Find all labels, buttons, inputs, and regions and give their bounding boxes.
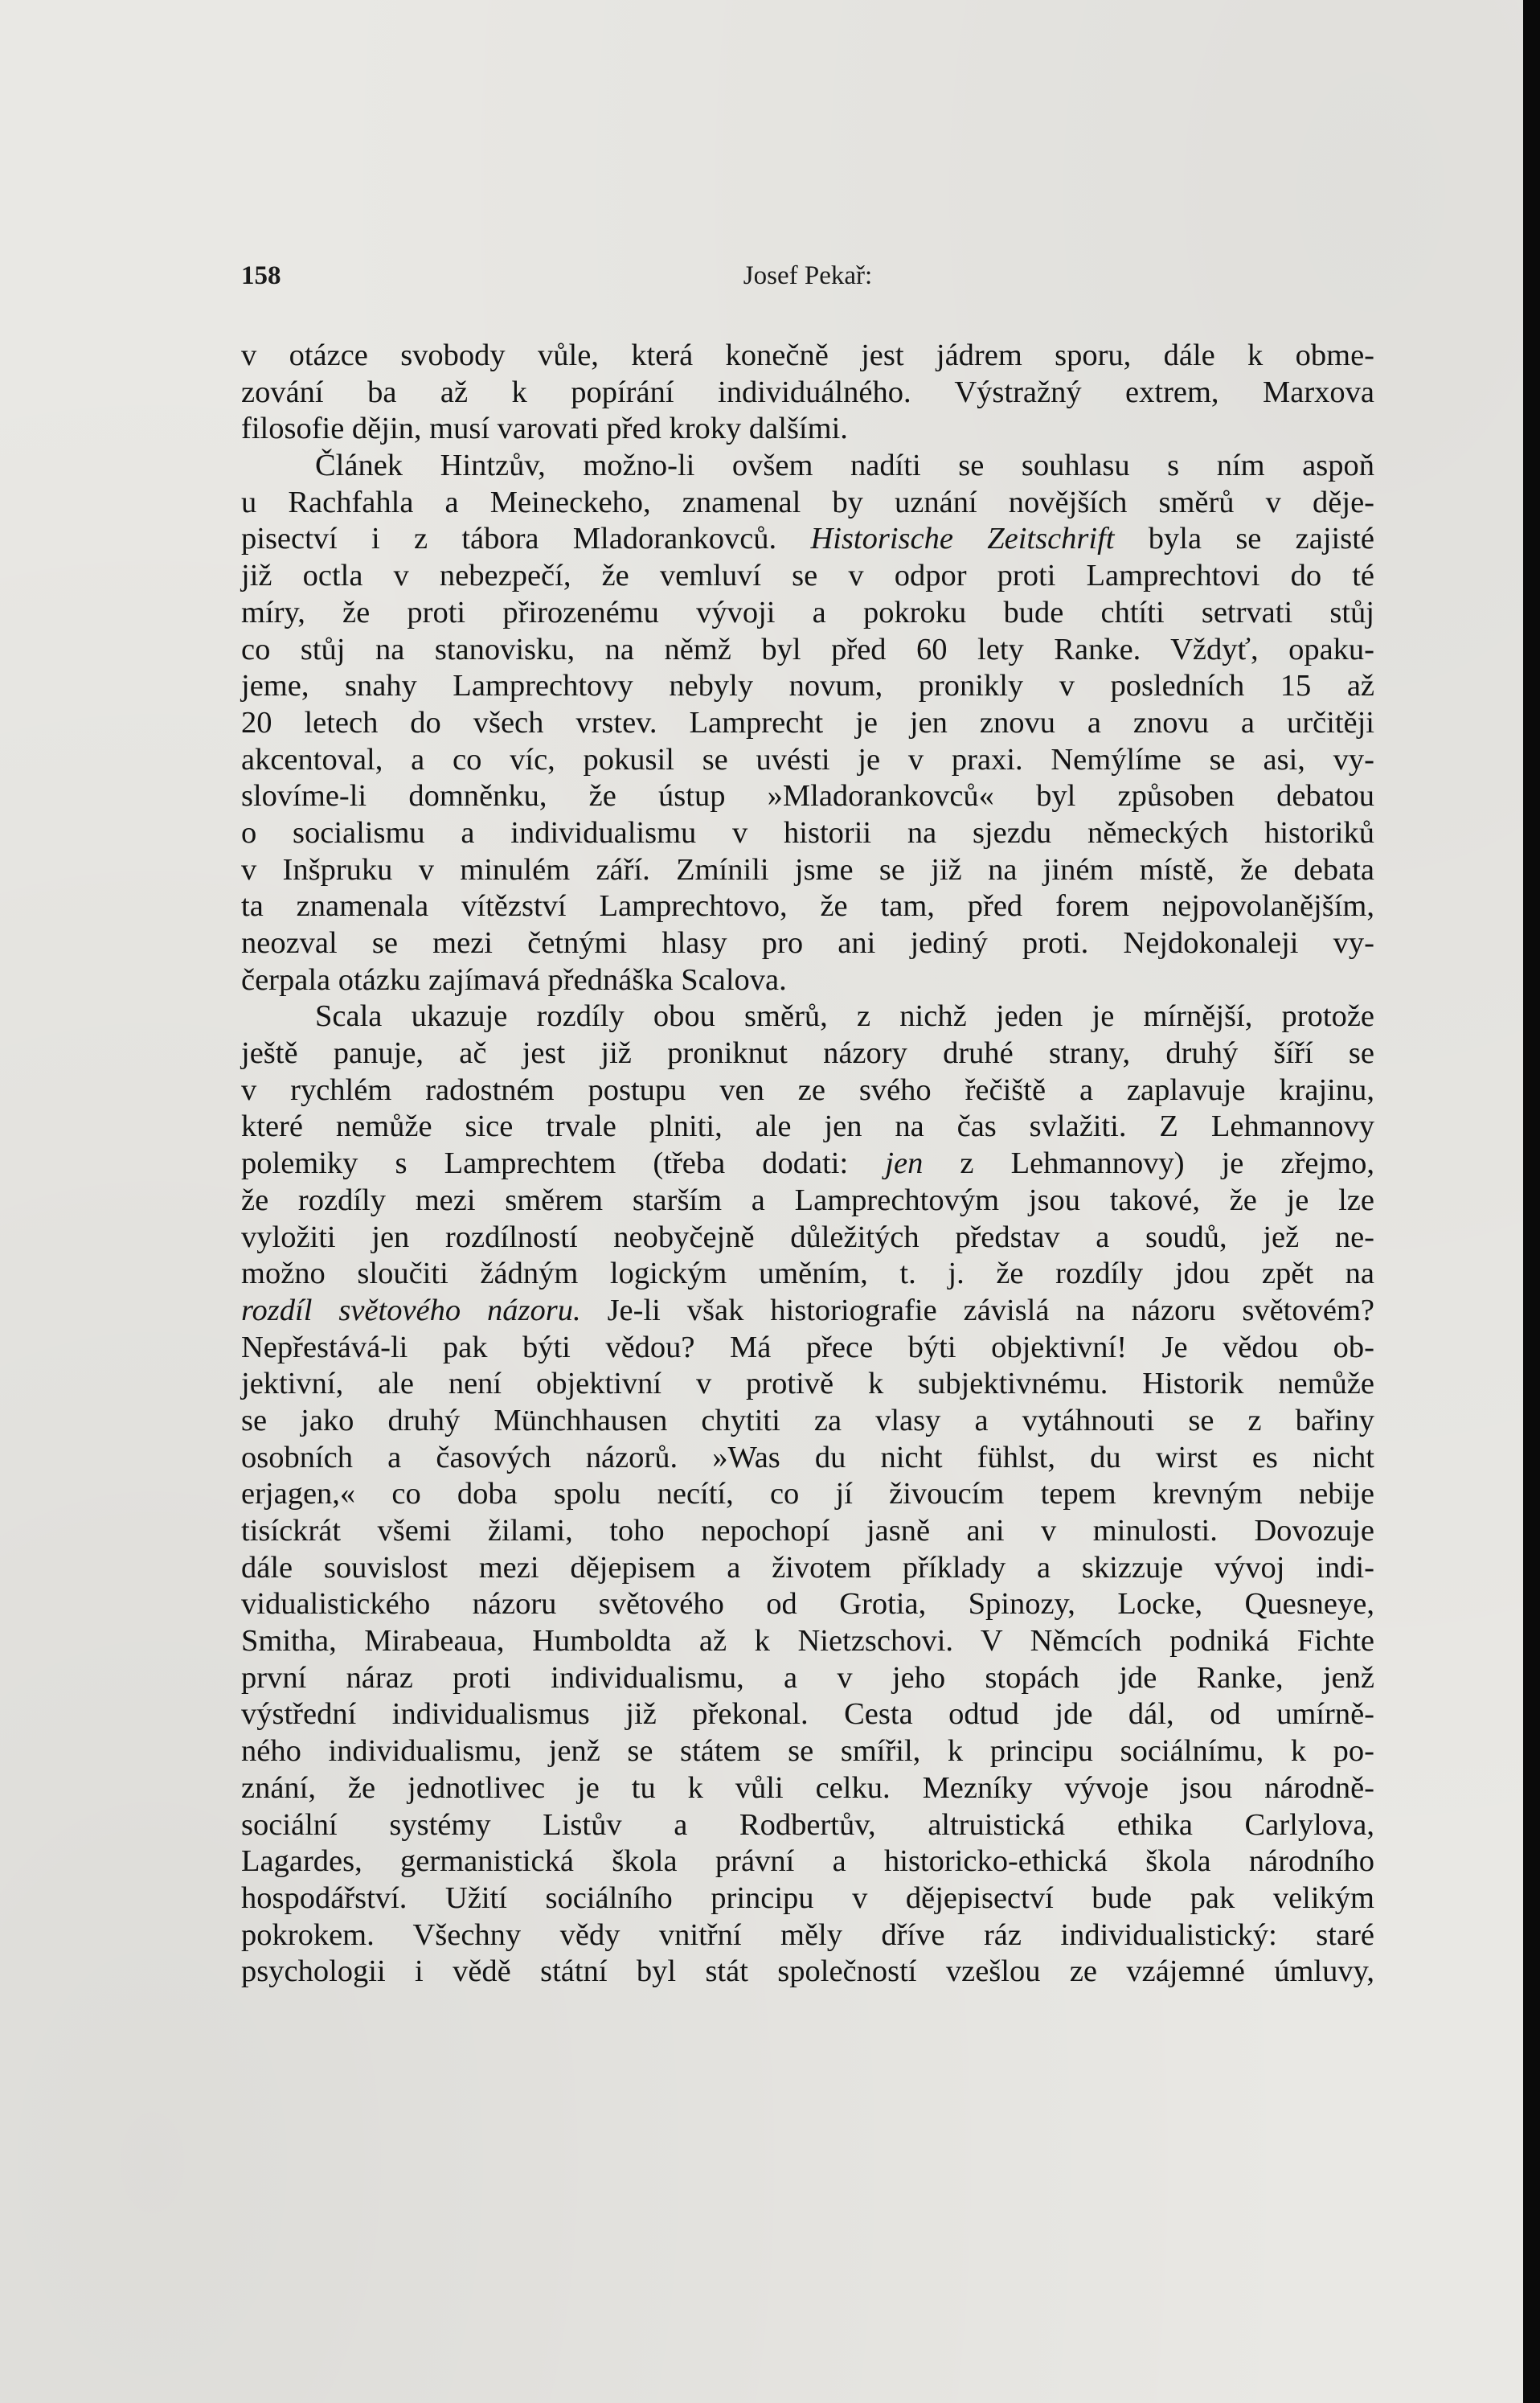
- text-line: erjagen,« co doba spolu necítí, co jí živoucím tepem krevným nebije: [241, 1477, 1374, 1511]
- text-line: ta znamenala vítězství Lamprechtovo, že tam, před forem nejpovolanějším,: [241, 889, 1374, 924]
- text-line: výstřední individualismus již překonal. Cesta odtud jde dál, od umírně-: [241, 1697, 1374, 1732]
- text-line: v rychlém radostném postupu ven ze svého řečiště a zaplavuje krajinu,: [241, 1072, 1374, 1107]
- text-line: [241, 521, 1374, 558]
- text-segment: Je-li však historiografie závislá na názoru světovém?: [607, 1293, 1374, 1327]
- text-line: jektivní, ale není objektivní v protivě k subjektivnému. Historik nemůže: [241, 1367, 1374, 1401]
- page-header: [241, 261, 1374, 310]
- text-line: dále souvislost mezi dějepisem a životem příklady a skizzuje vývoj indi-: [241, 1550, 1374, 1585]
- italic-phrase: jen: [885, 1146, 924, 1181]
- text-line: ještě panuje, ač jest již proniknut názory druhé strany, druhý šíří se: [241, 1036, 1374, 1071]
- text-line: první náraz proti individualismu, a v jeho stopách jde Ranke, jenž: [241, 1660, 1374, 1695]
- text-line: které nemůže sice trvale plniti, ale jen na čas svlažiti. Z Lehmannovy: [241, 1109, 1374, 1144]
- text-line: jeme, snahy Lamprechtovy nebyly novum, pronikly v posledních 15 až: [241, 669, 1374, 703]
- page-number: 158: [241, 261, 281, 290]
- text-line: co stůj na stanovisku, na němž byl před 60 lety Ranke. Vždyť, opaku-: [241, 632, 1374, 666]
- text-line: psychologii i vědě státní byl stát společností vzešlou ze vzájemné úmluvy,: [241, 1954, 1374, 1989]
- text-segment: byla se zajisté: [1148, 522, 1374, 556]
- text-segment: z Lehmannovy) je zřejmo,: [960, 1146, 1374, 1181]
- text-line: Lagardes, germanistická škola právní a historicko-ethická škola národního: [241, 1844, 1374, 1879]
- text-line: u Rachfahla a Meineckeho, znamenal by uznání novějších směrů v děje-: [241, 485, 1374, 519]
- text-line: ného individualismu, jenž se státem se smířil, k principu sociálnímu, k po-: [241, 1734, 1374, 1769]
- text-line: znání, že jednotlivec je tu k vůli celku. Mezníky vývoje jsou národně-: [241, 1770, 1374, 1805]
- text-line: Článek Hintzův, možno-li ovšem nadíti se souhlasu s ním aspoň: [315, 449, 1374, 483]
- text-line: vidualistického názoru světového od Grotia, Spinozy, Locke, Quesneye,: [241, 1587, 1374, 1622]
- text-line: o socialismu a individualismu v historii na sjezdu německých historiků: [241, 815, 1374, 850]
- text-line: 20 letech do všech vrstev. Lamprecht je jen znovu a znovu a určitěji: [241, 705, 1374, 740]
- text-line: [241, 1293, 1374, 1330]
- text-line: Scala ukazuje rozdíly obou směrů, z nichž jeden je mírnější, protože: [315, 999, 1374, 1034]
- text-line: neozval se mezi četnými hlasy pro ani jediný proti. Nejdokonaleji vy-: [241, 926, 1374, 960]
- text-line: míry, že proti přirozenému vývoji a pokroku bude chtíti setrvati stůj: [241, 595, 1374, 629]
- text-line: vyložiti jen rozdílností neobyčejně důležitých představ a soudů, jež ne-: [241, 1220, 1374, 1254]
- text-segment: polemiky s Lamprechtem (třeba dodati:: [241, 1146, 849, 1181]
- text-line: v otázce svobody vůle, která konečně jest jádrem sporu, dále k obme-: [241, 338, 1374, 372]
- text-line: slovíme-li domněnku, že ústup »Mladorankovců« byl způsoben debatou: [241, 779, 1374, 814]
- italic-phrase: Historische Zeitschrift: [810, 522, 1115, 556]
- text-line: Nepřestává-li pak býti vědou? Má přece býti objektivní! Je vědou ob-: [241, 1330, 1374, 1364]
- text-line: [241, 1146, 1374, 1183]
- italic-phrase: rozdíl světového názoru.: [241, 1293, 581, 1327]
- text-line: zování ba až k popírání individuálného. Výstražný extrem, Marxova: [241, 375, 1374, 409]
- text-line: osobních a časových názorů. »Was du nicht fühlst, du wirst es nicht: [241, 1440, 1374, 1474]
- text-segment: pisectví i z tábora Mladorankovců.: [241, 522, 777, 556]
- text-line: již octla v nebezpečí, že vemluví se v odpor proti Lamprechtovi do té: [241, 559, 1374, 593]
- text-line: pokrokem. Všechny vědy vnitřní měly dříve ráz individualistický: staré: [241, 1917, 1374, 1952]
- text-line: v Inšpruku v minulém září. Zmínili jsme se již na jiném místě, že debata: [241, 852, 1374, 887]
- running-title: Josef Pekař:: [743, 261, 873, 290]
- text-line: čerpala otázku zajímavá přednáška Scalova.: [241, 962, 787, 997]
- text-line: akcentoval, a co víc, pokusil se uvésti je v praxi. Nemýlíme se asi, vy-: [241, 742, 1374, 777]
- text-line: hospodářství. Užití sociálního principu v dějepisectví bude pak velikým: [241, 1880, 1374, 1915]
- text-line: Smitha, Mirabeaua, Humboldta až k Nietzschovi. V Němcích podniká Fichte: [241, 1624, 1374, 1659]
- text-line: možno sloučiti žádným logickým uměním, t. j. že rozdíly jdou zpět na: [241, 1257, 1374, 1291]
- text-line: že rozdíly mezi směrem starším a Lamprechtovým jsou takové, že je lze: [241, 1183, 1374, 1217]
- body-text: [241, 338, 1374, 1991]
- text-line: filosofie dějin, musí varovati před kroky dalšími.: [241, 412, 848, 446]
- text-line: sociální systémy Listův a Rodbertův, altruistická ethika Carlylova,: [241, 1807, 1374, 1842]
- text-line: se jako druhý Münchhausen chytiti za vlasy a vytáhnouti se z bařiny: [241, 1403, 1374, 1437]
- text-line: tisíckrát všemi žilami, toho nepochopí jasně ani v minulosti. Dovozuje: [241, 1514, 1374, 1548]
